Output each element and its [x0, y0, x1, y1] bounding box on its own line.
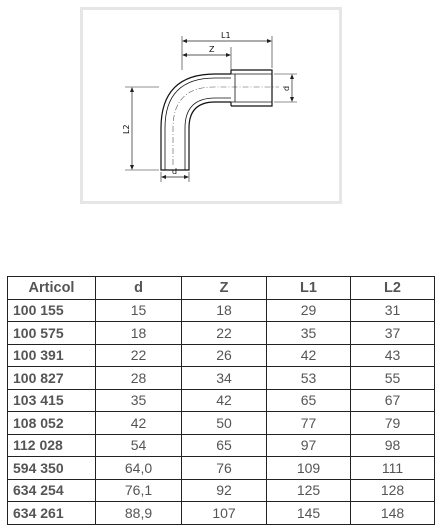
table-row — [8, 502, 435, 525]
cell-l1: 145 — [267, 502, 351, 525]
z-label: Z — [209, 45, 215, 54]
cell-d: 15 — [96, 299, 182, 322]
cell-z: 76 — [182, 457, 267, 480]
l2-label: L2 — [122, 124, 131, 134]
cell-articol: 100 575 — [8, 322, 96, 345]
cell-l2: 98 — [351, 434, 435, 457]
cell-d: 28 — [96, 367, 182, 390]
cell-l2: 37 — [351, 322, 435, 345]
cell-l1: 97 — [267, 434, 351, 457]
header-l1: L1 — [267, 277, 351, 300]
cell-l1: 35 — [267, 322, 351, 345]
header-l2: L2 — [351, 277, 435, 300]
dimensions-table — [7, 276, 435, 525]
cell-articol: 112 028 — [8, 434, 96, 457]
table-header-row — [8, 277, 435, 300]
cell-z: 107 — [182, 502, 267, 525]
cell-articol: 103 415 — [8, 389, 96, 412]
table-row — [8, 322, 435, 345]
cell-articol: 100 391 — [8, 344, 96, 367]
l1-label: L1 — [221, 31, 231, 40]
cell-d: 64,0 — [96, 457, 182, 480]
cell-articol: 594 350 — [8, 457, 96, 480]
technical-drawing-frame — [80, 7, 342, 204]
cell-z: 50 — [182, 412, 267, 435]
cell-l1: 42 — [267, 344, 351, 367]
cell-d: 35 — [96, 389, 182, 412]
cell-l2: 31 — [351, 299, 435, 322]
cell-l2: 43 — [351, 344, 435, 367]
cell-l2: 128 — [351, 479, 435, 502]
outer-wall-inner — [165, 78, 231, 160]
cell-articol: 100 827 — [8, 367, 96, 390]
table-row — [8, 457, 435, 480]
table-row — [8, 412, 435, 435]
cell-d: 22 — [96, 344, 182, 367]
cell-z: 22 — [182, 322, 267, 345]
table-row — [8, 479, 435, 502]
cell-articol: 100 155 — [8, 299, 96, 322]
cell-l2: 111 — [351, 457, 435, 480]
header-z: Z — [182, 277, 267, 300]
table-row — [8, 389, 435, 412]
socket-right — [231, 70, 272, 106]
elbow-fitting-drawing — [83, 10, 339, 201]
d-right-label: d — [282, 85, 291, 91]
cell-d: 88,9 — [96, 502, 182, 525]
cell-articol: 108 052 — [8, 412, 96, 435]
cell-l2: 67 — [351, 389, 435, 412]
cell-l1: 77 — [267, 412, 351, 435]
cell-d: 18 — [96, 322, 182, 345]
cell-z: 65 — [182, 434, 267, 457]
inner-wall — [185, 98, 231, 160]
table-row — [8, 367, 435, 390]
outer-wall — [161, 74, 231, 160]
cell-articol: 634 254 — [8, 479, 96, 502]
header-articol: Articol — [8, 277, 96, 300]
table-row — [8, 344, 435, 367]
cell-l2: 79 — [351, 412, 435, 435]
cell-l2: 148 — [351, 502, 435, 525]
header-d: d — [96, 277, 182, 300]
cell-l2: 55 — [351, 367, 435, 390]
cell-l1: 65 — [267, 389, 351, 412]
cell-articol: 634 261 — [8, 502, 96, 525]
cell-l1: 53 — [267, 367, 351, 390]
inner-wall-outer — [189, 102, 231, 160]
cell-z: 26 — [182, 344, 267, 367]
cell-l1: 109 — [267, 457, 351, 480]
cell-z: 34 — [182, 367, 267, 390]
cell-l1: 29 — [267, 299, 351, 322]
cell-d: 54 — [96, 434, 182, 457]
cell-z: 92 — [182, 479, 267, 502]
table-row — [8, 299, 435, 322]
d-bottom-label: d — [172, 167, 178, 176]
cell-z: 18 — [182, 299, 267, 322]
cell-d: 42 — [96, 412, 182, 435]
cell-l1: 125 — [267, 479, 351, 502]
cell-d: 76,1 — [96, 479, 182, 502]
table-row — [8, 434, 435, 457]
cell-z: 42 — [182, 389, 267, 412]
